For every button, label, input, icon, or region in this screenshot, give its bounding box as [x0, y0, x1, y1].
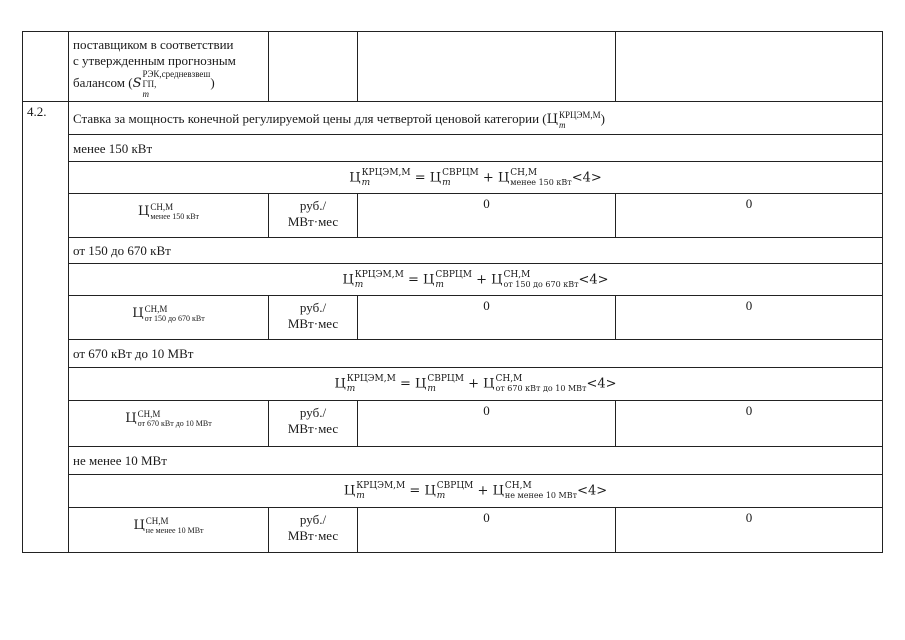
value-cell-1: 0 [358, 194, 616, 238]
formula-row [23, 264, 883, 296]
cell-empty-number [23, 32, 69, 102]
formula: Ц КРЦЭМ,М m = Ц СВРЦМ m + Ц СН,М от 150 до 670 кВт <4> [69, 264, 883, 296]
previous-description [69, 32, 269, 102]
balance-symbol: S [132, 75, 142, 91]
group-heading-row [23, 238, 883, 264]
rate-symbol-cell: Ц СН,М от 670 кВт до 10 МВт [69, 401, 269, 447]
section-title-indices: КРЦЭМ,М m [558, 110, 601, 130]
table-row [23, 194, 883, 238]
value-cell-1: 0 [358, 296, 616, 340]
unit-cell: руб./ МВт·мес [269, 194, 358, 238]
value-cell-1: 0 [358, 401, 616, 447]
group-heading-row [23, 135, 883, 162]
group-heading: менее 150 кВт [69, 135, 883, 162]
formula-row [23, 162, 883, 194]
group-heading: от 670 кВт до 10 МВт [69, 340, 883, 368]
section-title-symbol: Ц [546, 111, 558, 127]
table-row [23, 296, 883, 340]
formula: Ц КРЦЭМ,М m = Ц СВРЦМ m + Ц СН,М менее 150 кВт <4> [69, 162, 883, 194]
rate-symbol-cell: Ц СН,М менее 150 кВт [69, 194, 269, 238]
footnote-ref: <4> [578, 272, 609, 288]
footnote-ref: <4> [571, 170, 602, 186]
section-number: 4.2. [23, 102, 69, 553]
group-heading: не менее 10 МВт [69, 447, 883, 475]
rate-symbol-cell: Ц СН,М не менее 10 МВт [69, 508, 269, 553]
balance-sub: ГП, m [142, 79, 157, 99]
footnote-ref: <4> [586, 376, 617, 392]
section-title: Ставка за мощность конечной регулируемой цены для четвертой ценовой категории (Ц КРЦЭМ,М m ) [69, 102, 883, 135]
table-row [23, 401, 883, 447]
unit-cell: руб./ МВт·мес [269, 296, 358, 340]
value-cell-1: 0 [358, 508, 616, 553]
balance-sup: РЭК,средневзвеш [142, 69, 211, 79]
cell-empty-unit [269, 32, 358, 102]
group-heading-row [23, 447, 883, 475]
previous-line-3-text: балансом [73, 74, 125, 90]
value-cell-2: 0 [616, 401, 883, 447]
previous-line-3: балансом (S РЭК,средневзвеш ГП, m ) [73, 69, 215, 99]
tariff-table [22, 31, 883, 553]
table-row-previous [23, 32, 883, 102]
value-cell-2: 0 [616, 296, 883, 340]
rate-symbol-cell: Ц СН,М от 150 до 670 кВт [69, 296, 269, 340]
previous-line-2: с утвержденным прогнозным [73, 53, 236, 68]
cell-empty-value-1 [358, 32, 616, 102]
section-title-text: Ставка за мощность конечной регулируемой цены для четвертой ценовой категории ( [73, 110, 547, 126]
formula-row [23, 475, 883, 508]
group-heading-row [23, 340, 883, 368]
footnote-ref: <4> [577, 483, 608, 499]
unit-cell: руб./ МВт·мес [269, 401, 358, 447]
unit-cell: руб./ МВт·мес [269, 508, 358, 553]
value-cell-2: 0 [616, 508, 883, 553]
group-heading: от 150 до 670 кВт [69, 238, 883, 264]
value-cell-2: 0 [616, 194, 883, 238]
table-row [23, 508, 883, 553]
formula: Ц КРЦЭМ,М m = Ц СВРЦМ m + Ц СН,М от 670 кВт до 10 МВт <4> [69, 368, 883, 401]
section-header-row [23, 102, 883, 135]
previous-line-1: поставщиком в соответствии [73, 37, 234, 52]
cell-empty-value-2 [616, 32, 883, 102]
formula-row [23, 368, 883, 401]
formula: Ц КРЦЭМ,М m = Ц СВРЦМ m + Ц СН,М не менее 10 МВт <4> [69, 475, 883, 508]
balance-indices [142, 69, 210, 99]
